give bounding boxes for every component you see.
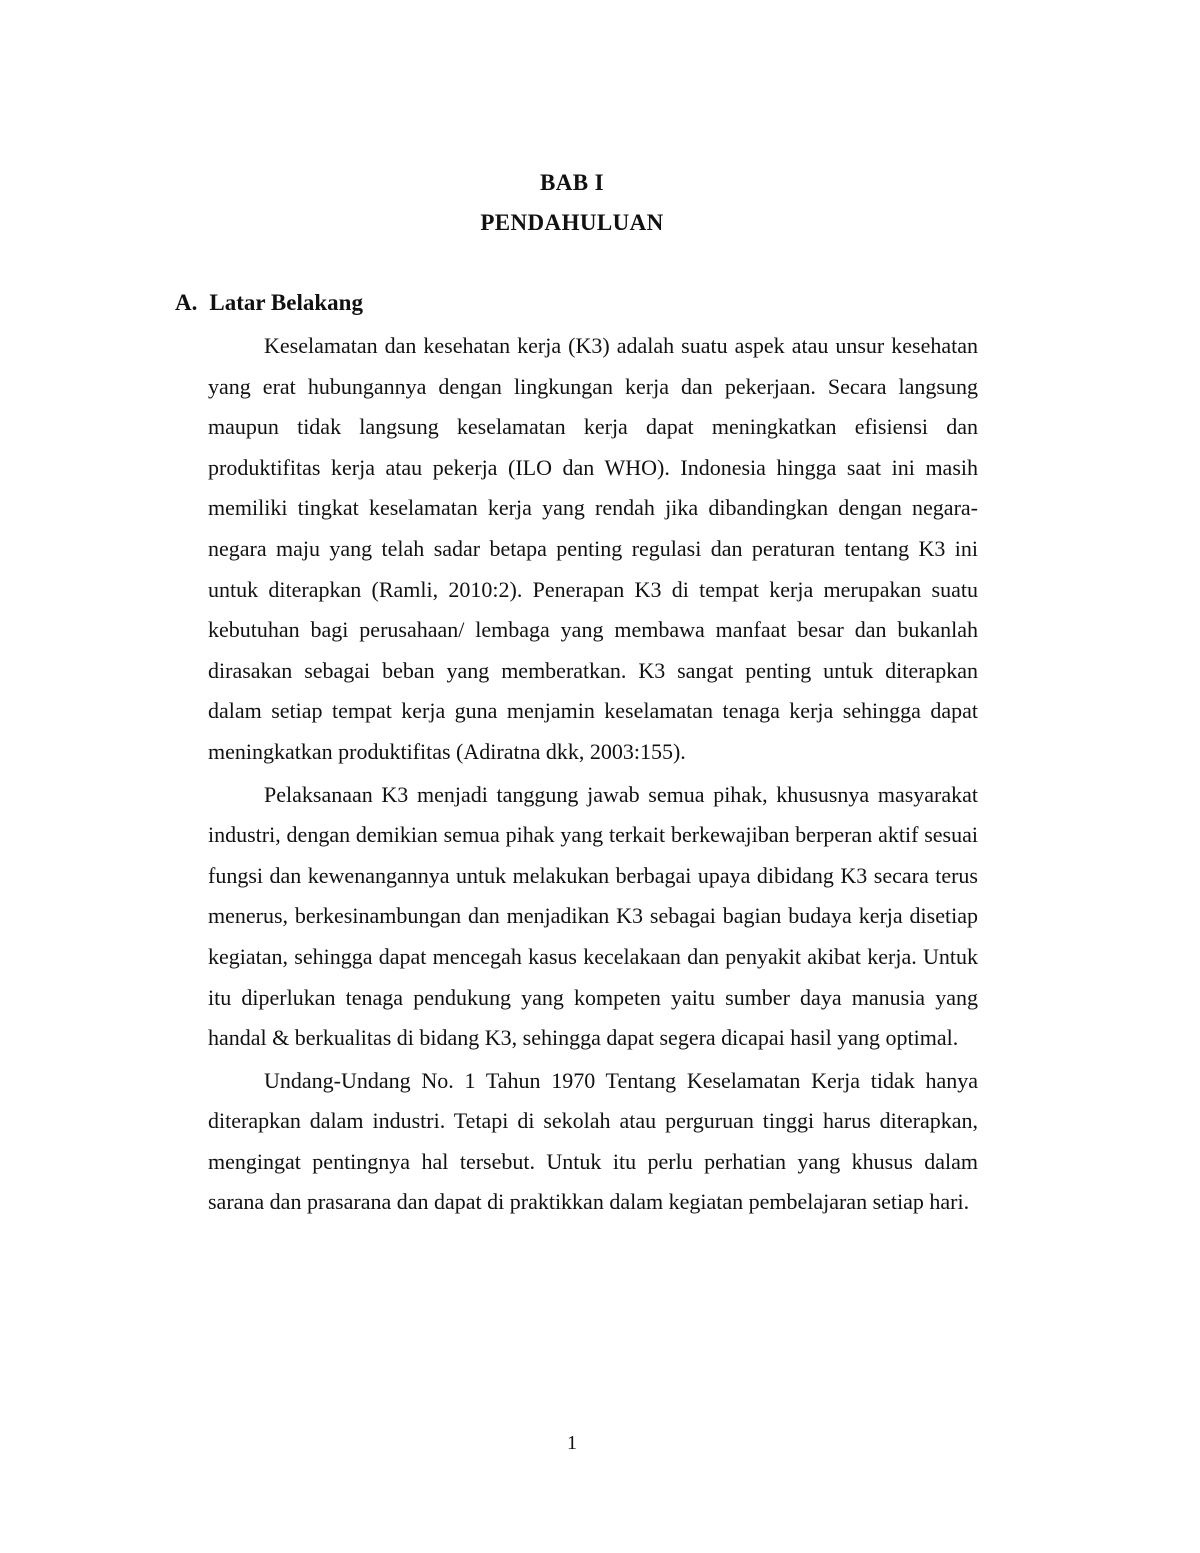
paragraph: Keselamatan dan kesehatan kerja (K3) adalah suatu aspek atau unsur kesehatan yang erat hubungannya dengan lingkungan kerja dan pekerjaan. Secara langsung maupun tidak langsung keselamatan kerja dapat meningkatkan efisiensi dan produktifitas kerja atau pekerja (ILO dan WHO). Indonesia hingga saat ini masih memiliki tingkat keselamatan kerja yang rendah jika dibandingkan dengan negara-negara maju yang telah sadar betapa penting regulasi dan peraturan tentang K3 ini untuk diterapkan (Ramli, 2010:2). Penerapan K3 di tempat kerja merupakan suatu kebutuhan bagi perusahaan/ lembaga yang membawa manfaat besar dan bukanlah dirasakan sebagai beban yang memberatkan. K3 sangat penting untuk diterapkan dalam setiap tempat kerja guna menjamin keselamatan tenaga kerja sehingga dapat meningkatkan produktifitas (Adiratna dkk, 2003:155). [208,333,978,764]
section-title: Latar Belakang [209,290,363,315]
body-text [208,324,978,1223]
page-number: 1 [567,1432,577,1454]
paragraph: Undang-Undang No. 1 Tahun 1970 Tentang Keselamatan Kerja tidak hanya diterapkan dalam industri. Tetapi di sekolah atau perguruan tinggi harus diterapkan, mengingat pentingnya hal tersebut. Untuk itu perlu perhatian yang khusus dalam sarana dan prasarana dan dapat di praktikkan dalam kegiatan pembelajaran setiap hari. [208,1067,978,1215]
chapter-title: PENDAHULUAN [480,210,664,235]
paragraph: Pelaksanaan K3 menjadi tanggung jawab semua pihak, khususnya masyarakat industri, dengan demikian semua pihak yang terkait berkewajiban berperan aktif sesuai fungsi dan kewenangannya untuk melakukan berbagai upaya dibidang K3 secara terus menerus, berkesinambungan dan menjadikan K3 sebagai bagian budaya kerja disetiap kegiatan, sehingga dapat mencegah kasus kecelakaan dan penyakit akibat kerja. Untuk itu diperlukan tenaga pendukung yang kompeten yaitu sumber daya manusia yang handal & berkualitas di bidang K3, sehingga dapat segera dicapai hasil yang optimal. [208,781,978,1051]
section-heading [175,290,363,316]
chapter-number: BAB I [540,170,604,195]
section-letter: A. [175,290,198,315]
